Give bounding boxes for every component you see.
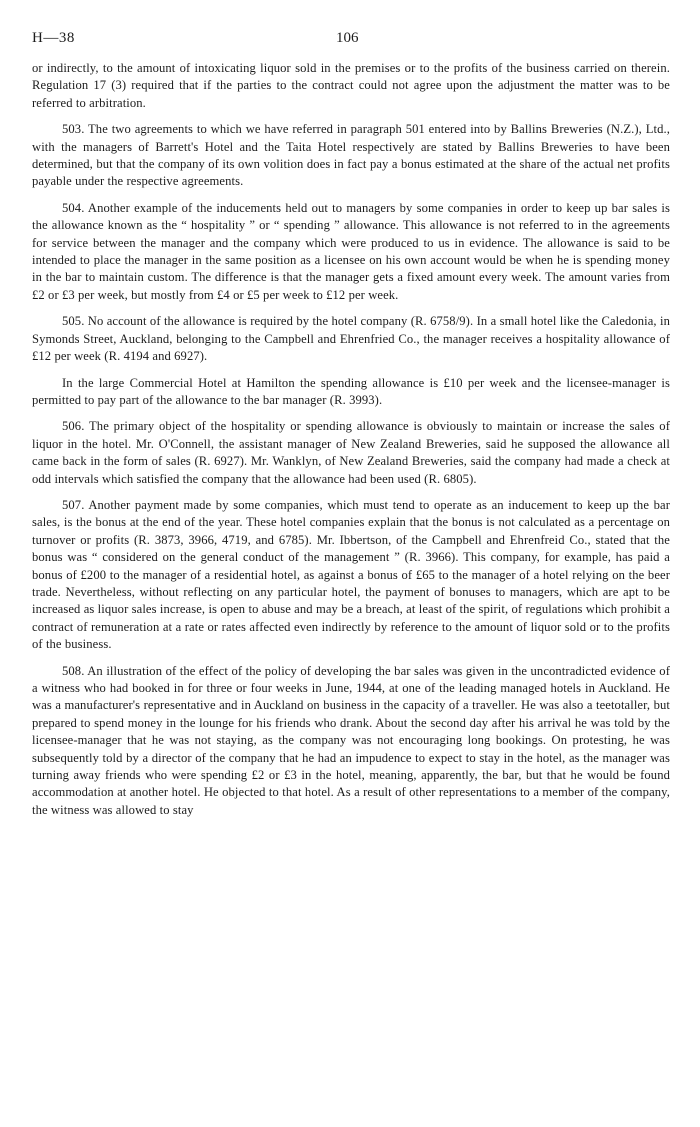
paragraph-504: 504. Another example of the inducements held out to managers by some companies in order to keep up bar sales is the allowance known as the “ hospitality ” or “ spending ” allowance. This allowance is not referred to in the agreements for service between the manager and the company which were produced to us in evidence. The allowance is said to be intended to place the manager in the same position as a licensee on his own account would be when he is spending money in the bar to maintain custom. The difference is that the manager gets a fixed amount every week. The amount varies from £2 or £3 per week, but mostly from £4 or £5 per week to £12 per week. [32, 200, 670, 302]
page-number: 106 [336, 30, 359, 46]
paragraph-505-continued: In the large Commercial Hotel at Hamilton the spending allowance is £10 per week and the licensee-manager is permitted to pay part of the allowance to the bar manager (R. 3993). [32, 375, 670, 407]
document-page [32, 30, 670, 819]
paragraph-503: 503. The two agreements to which we have referred in paragraph 501 entered into by Ballins Breweries (N.Z.), Ltd., with the managers of Barrett's Hotel and the Taita Hotel respectively are stated by Ballins Breweries to have been determined, but that the company of its own volition does in fact pay a bonus estimated at the share of the actual net profits payable under the respective agreements. [32, 122, 670, 189]
document-reference: H—38 [32, 30, 75, 46]
body-text [32, 60, 670, 819]
paragraph-507: 507. Another payment made by some companies, which must tend to operate as an inducement to keep up the bar sales, is the bonus at the end of the year. These hotel companies explain that the bonus is not calculated as a percentage on turnover or profits (R. 3873, 3966, 4719, and 6785). Mr. Ibbertson, of the Campbell and Ehrenfreid Co., stated that the bonus was “ considered on the general conduct of the management ” (R. 3966). This company, for example, has paid a bonus of £200 to the manager of a residential hotel, as against a bonus of £65 to the manager of a hotel relying on the beer trade. Nevertheless, without reflecting on any particular hotel, the payment of bonuses to managers, which are apt to be increased as liquor sales increase, is open to abuse and may be a breach, at least of the spirit, of regulations which prohibit a contract of remuneration at a rate or rates affected even indirectly by reference to the amount of liquor sold or to the profits of the business. [32, 497, 670, 652]
paragraph-continued: or indirectly, to the amount of intoxicating liquor sold in the premises or to the profits of the business carried on therein. Regulation 17 (3) required that if the parties to the contract could not agree upon the adjustment the matter was to be referred to arbitration. [32, 61, 670, 110]
paragraph-508: 508. An illustration of the effect of the policy of developing the bar sales was given in the uncontradicted evidence of a witness who had booked in for three or four weeks in June, 1944, at one of the leading managed hotels in Auckland. He was a manufacturer's representative and in Auckland on business in the capacity of a traveller. He was also a teetotaller, but prepared to spend money in the lounge for his friends who drank. About the second day after his arrival he was told by the licensee-manager that he was not staying, as the company was not encouraging long bookings. On protesting, he was subsequently told by a director of the company that he had an impudence to expect to stay in the hotel, as the manager was turning away friends who were spending £2 or £3 in the hotel, meaning, apparently, the bar, but that he would be found accommodation at another hotel. He objected to that hotel. As a result of other representations to a member of the company, the witness was allowed to stay [32, 663, 670, 817]
paragraph-506: 506. The primary object of the hospitality or spending allowance is obviously to maintain or increase the sales of liquor in the hotel. Mr. O'Connell, the assistant manager of New Zealand Breweries, said he supposed the allowance all came back in the form of sales (R. 6927). Mr. Wanklyn, of New Zealand Breweries, said the company had made a check at odd intervals which satisfied the company that the allowance had been used (R. 6805). [32, 419, 670, 486]
page-header [32, 30, 670, 54]
paragraph-505: 505. No account of the allowance is required by the hotel company (R. 6758/9). In a small hotel like the Caledonia, in Symonds Street, Auckland, belonging to the Campbell and Ehrenfried Co., the manager receives a hospitality allowance of £12 per week (R. 4194 and 6927). [32, 314, 670, 364]
